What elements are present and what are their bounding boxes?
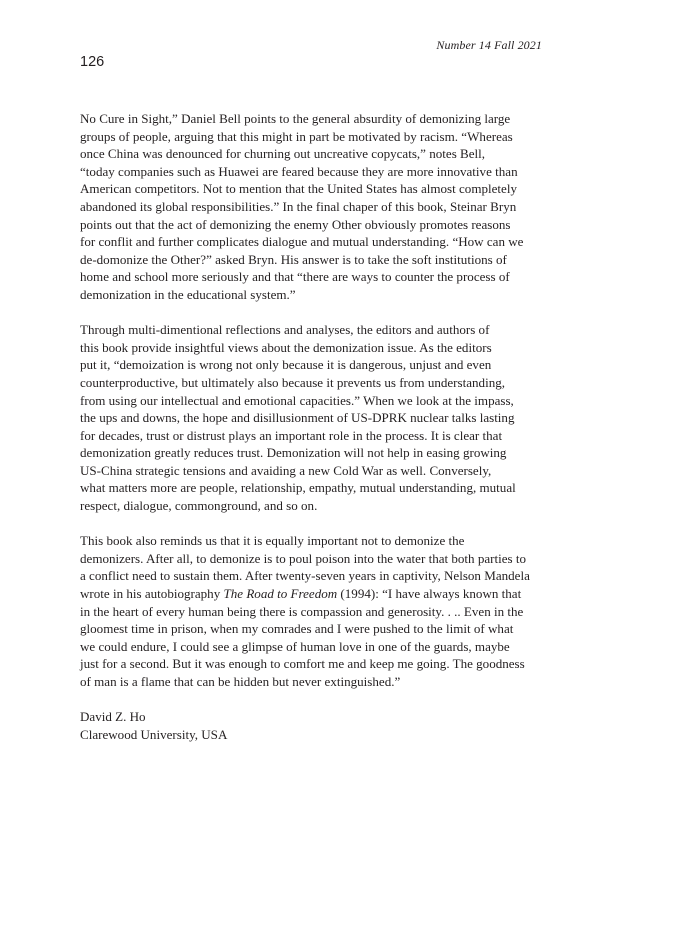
text-line: This book also reminds us that it is equally important not to demonize the [80,533,465,549]
text-line: groups of people, arguing that this might in part be motivated by racism. “Whereas [80,128,513,144]
paragraph-spacer [80,515,564,533]
text-line: put it, “demoization is wrong not only because it is dangerous, unjust and even [80,357,492,373]
text-line: No Cure in Sight,” Daniel Bell points to the general absurdity of demonizing large [80,111,511,126]
text-line: American competitors. Not to mention that the United States has almost completely [80,181,517,197]
text-line: we could endure, I could see a glimpse of human love in one of the guards, maybe [80,638,510,654]
text-line: for conflit and further complicates dialogue and mutual understanding. “How can we [80,234,524,250]
text-line: in the heart of every human being there is compassion and generosity. . .. Even in the [80,603,524,619]
text-line: gloomest time in prison, when my comrades and I were pushed to the limit of what [80,621,514,637]
page-number: 126 [80,54,105,70]
running-head: Number 14 Fall 2021 [436,38,542,52]
text-line: counterproductive, but ultimately also because it prevents us from understanding, [80,374,505,390]
paragraph-2 [80,321,564,515]
text-line: demonizers. After all, to demonize is to poul poison into the water that both parties to [80,550,527,566]
book-title: The Road to Freedom [223,586,338,602]
paragraph-spacer [80,304,564,322]
text-line: Through multi-dimentional reflections and analyses, the editors and authors of [80,322,490,338]
text-line: this book provide insightful views about the demonization issue. As the editors [80,339,492,355]
text-line: respect, dialogue, commonground, and so on. [80,498,318,514]
text-run: wrote in his autobiography [80,586,224,602]
text-line-with-title [80,585,564,603]
article-body [80,110,564,743]
text-line: points out that the act of demonizing the enemy Other obviously promotes reasons [80,216,511,232]
paragraph-spacer [80,691,564,709]
author-affiliation: Clarewood University, USA [80,726,228,742]
text-run: (1994): “I have always known that [337,586,522,602]
text-line: de-domonize the Other?” asked Bryn. His answer is to take the soft institutions of [80,251,507,267]
text-line: from using our intellectual and emotional capacities.” When we look at the impass, [80,392,514,408]
text-line: the ups and downs, the hope and disillusionment of US-DPRK nuclear talks lasting [80,410,515,426]
text-line: once China was denounced for churning out uncreative copycats,” notes Bell, [80,146,486,162]
text-line: “today companies such as Huawei are feared because they are more innovative than [80,163,518,179]
text-line: what matters more are people, relationship, empathy, mutual understanding, mutual [80,480,516,496]
text-line: of man is a flame that can be hidden but never extinguished.” [80,674,401,689]
signature-block [80,708,564,743]
text-line: demonization greatly reduces trust. Demonization will not help in easing growing [80,445,507,461]
paragraph-1 [80,110,564,304]
text-line: abandoned its global responsibilities.” In the final chaper of this book, Steinar Bryn [80,198,517,214]
text-line: demonization in the educational system.” [80,286,296,302]
text-line: just for a second. But it was enough to comfort me and keep me going. The goodness [80,656,525,672]
text-line: a conflict need to sustain them. After twenty-seven years in captivity, Nelson Mandela [80,568,530,584]
text-line: US-China strategic tensions and avaiding a new Cold War as well. Conversely, [80,462,492,478]
paragraph-3 [80,532,564,690]
author-name: David Z. Ho [80,709,146,725]
text-line: home and school more seriously and that “there are ways to counter the process of [80,269,510,285]
text-line: for decades, trust or distrust plays an important role in the process. It is clear that [80,427,503,443]
